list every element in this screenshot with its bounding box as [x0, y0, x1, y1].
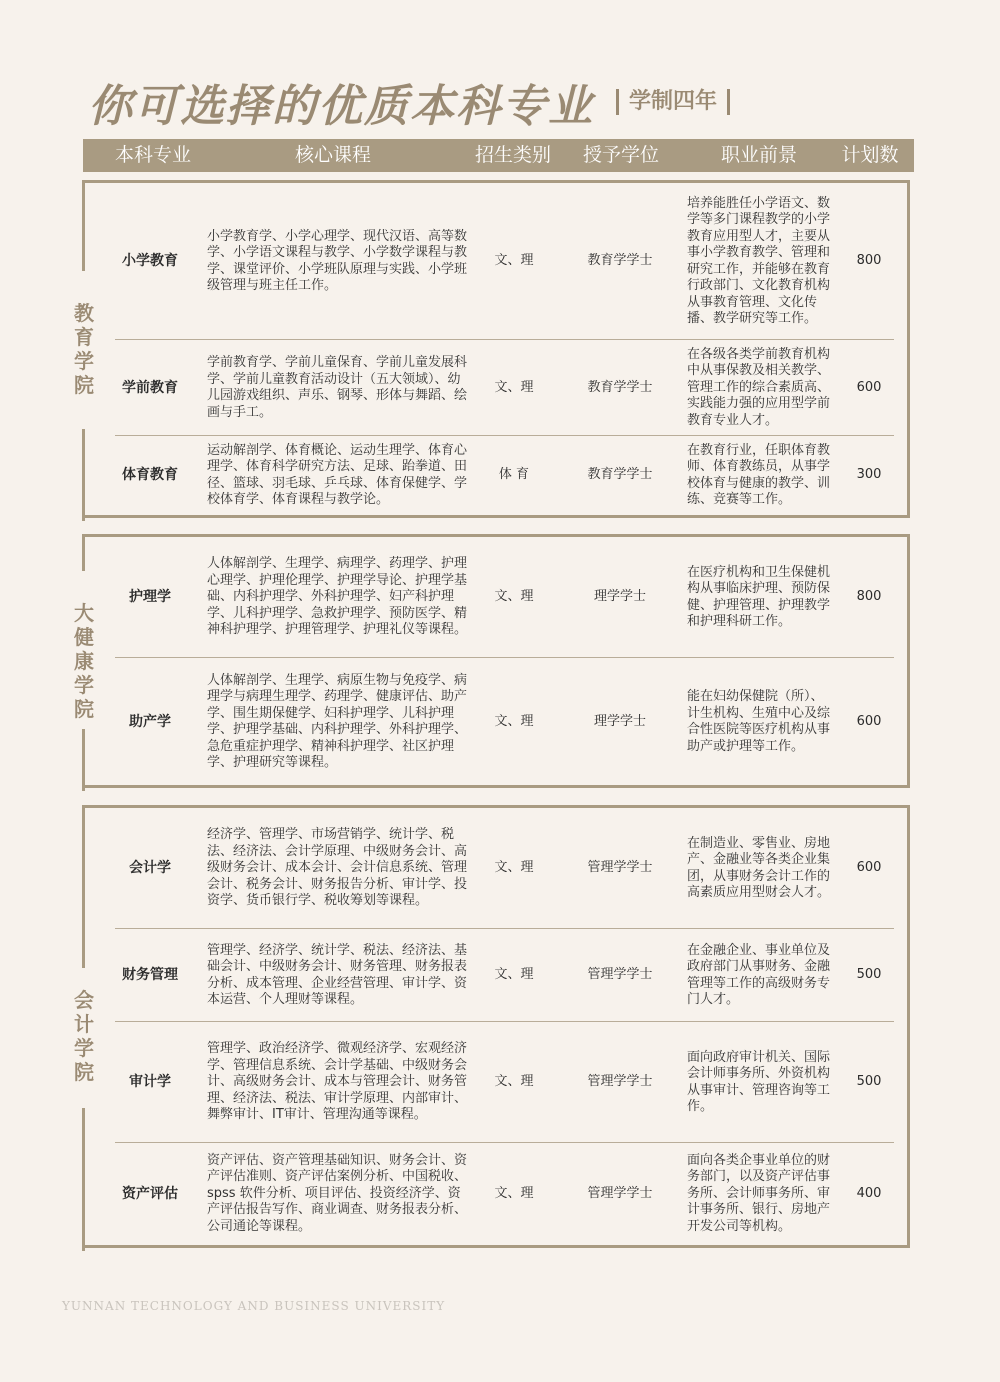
header-plan: 计划数: [841, 144, 899, 166]
table-row: [115, 1022, 894, 1143]
career-prospect: 面向各类企事业单位的财务部门，以及资产评估事务所、会计师事务所、审计事务所、银行、房地产开发公司等机构。: [687, 1152, 831, 1234]
degree: 管理学学士: [587, 1074, 653, 1090]
plan-count: 800: [856, 589, 882, 605]
table-row: [115, 436, 894, 515]
core-courses: 管理学、政治经济学、微观经济学、宏观经济学、管理信息系统、会计学基础、中级财务会计、高级财务会计、成本与管理会计、财务管理、经济法、税法、审计学原理、内部审计、舞弊审计、IT审计、管理沟通等课程。: [207, 1041, 468, 1123]
career-prospect: 面向政府审计机关、国际会计师事务所、外资机构从事审计、管理咨询等工作。: [687, 1049, 831, 1114]
core-courses: 运动解剖学、体育概论、运动生理学、体育心理学、体育科学研究方法、足球、跆拳道、田径、篮球、羽毛球、乒乓球、体育保健学、学校体育学、体育课程与教学论。: [207, 442, 468, 507]
career-prospect: 在制造业、零售业、房地产、金融业等各类企业集团，从事财务会计工作的高素质应用型财会人才。: [687, 835, 831, 900]
career-prospect: 能在妇幼保健院（所）、计生机构、生殖中心及综合性医院等医疗机构从事助产或护理等工作。: [687, 689, 831, 754]
core-courses: 学前教育学、学前儿童保育、学前儿童发展科学、学前儿童教育活动设计（五大领域）、幼儿园游戏组织、声乐、钢琴、形体与舞蹈、绘画与手工。: [207, 355, 468, 420]
table-row: [115, 929, 894, 1022]
page-subtitle: 学制四年: [616, 89, 730, 115]
college-section-accounting: [74, 805, 910, 1248]
core-courses: 管理学、经济学、统计学、税法、经济法、基础会计、中级财务会计、财务管理、财务报表分析、成本管理、企业经营管理、审计学、资本运营、个人理财等课程。: [207, 942, 468, 1007]
table-row: [115, 537, 894, 658]
degree: 管理学学士: [587, 860, 653, 876]
degree: 理学学士: [593, 713, 646, 729]
major-name: 体育教育: [122, 467, 178, 484]
degree: 教育学学士: [587, 467, 653, 483]
table-row: [115, 1143, 894, 1245]
plan-count: 600: [856, 860, 882, 876]
header-type: 招生类别: [474, 144, 551, 166]
major-name: 助产学: [129, 713, 171, 730]
core-courses: 经济学、管理学、市场营销学、统计学、税法、经济法、会计学原理、中级财务会计、高级财务会计、成本会计、会计信息系统、管理会计、税务会计、财务报告分析、审计学、投资学、货币银行学、税收筹划等课程。: [207, 827, 468, 909]
university-footer: YUNNAN TECHNOLOGY AND BUSINESS UNIVERSITY: [62, 1299, 446, 1313]
plan-count: 300: [856, 467, 882, 483]
core-courses: 资产评估、资产管理基础知识、财务会计、资产评估准则、资产评估案例分析、中国税收、spss 软件分析、项目评估、投资经济学、资产评估报告写作、商业调查、财务报表分析、公司通论等课程。: [207, 1152, 468, 1234]
college-name: 教育学院: [74, 301, 94, 397]
career-prospect: 在教育行业，任职体育教师、体育教练员，从事学校体育与健康的教学、训练、竞赛等工作。: [687, 442, 831, 507]
core-courses: 小学教育学、小学心理学、现代汉语、高等数学、小学语文课程与教学、小学数学课程与教学、课堂评价、小学班队原理与实践、小学班级管理与班主任工作。: [207, 228, 468, 293]
degree: 理学学士: [593, 589, 646, 605]
degree: 教育学学士: [587, 253, 653, 269]
table-row: [115, 808, 894, 929]
major-name: 会计学: [129, 860, 171, 877]
plan-count: 500: [856, 1074, 882, 1090]
major-name: 财务管理: [122, 967, 178, 984]
career-prospect: 在医疗机构和卫生保健机构从事临床护理、预防保健、护理管理、护理教学和护理科研工作。: [687, 564, 831, 629]
core-courses: 人体解剖学、生理学、病原生物与免疫学、病理学与病理生理学、药理学、健康评估、助产学、围生期保健学、妇科护理学、儿科护理学、护理学基础、内科护理学、外科护理学、急危重症护理学、精神科护理学、社区护理学、护理研究等课程。: [207, 672, 468, 770]
college-name: 大健康学院: [74, 601, 94, 721]
header-courses: 核心课程: [294, 144, 371, 166]
major-name: 资产评估: [122, 1185, 178, 1202]
header-major: 本科专业: [114, 144, 191, 166]
table-row: [115, 340, 894, 436]
plan-count: 400: [856, 1185, 882, 1201]
admission-type: 文、理: [494, 379, 534, 395]
plan-count: 600: [856, 379, 882, 395]
major-name: 护理学: [129, 589, 171, 606]
table-header: [83, 139, 914, 172]
major-name: 审计学: [129, 1074, 171, 1091]
core-courses: 人体解剖学、生理学、病理学、药理学、护理心理学、护理伦理学、护理学导论、护理学基础、内科护理学、外科护理学、妇产科护理学、儿科护理学、急救护理学、预防医学、精神科护理学、护理管理学、护理礼仪等课程。: [207, 556, 468, 638]
career-prospect: 在金融企业、事业单位及政府部门从事财务、金融管理等工作的高级财务专门人才。: [687, 942, 831, 1007]
admission-type: 文、理: [494, 253, 534, 269]
degree: 管理学学士: [587, 967, 653, 983]
career-prospect: 培养能胜任小学语文、数学等多门课程教学的小学教育应用型人才，主要从事小学教育教学、管理和研究工作，并能够在教育行政部门、文化教育机构从事教育管理、文化传播、教学研究等工作。: [687, 195, 831, 326]
admission-type: 文、理: [494, 1074, 534, 1090]
admission-type: 体 育: [498, 467, 530, 483]
page-title-group: [88, 72, 730, 132]
admission-type: 文、理: [494, 589, 534, 605]
college-section-education: [74, 180, 910, 518]
header-degree: 授予学位: [582, 144, 659, 166]
degree: 管理学学士: [587, 1185, 653, 1201]
career-prospect: 在各级各类学前教育机构中从事保教及相关教学、管理工作的综合素质高、实践能力强的应用型学前教育专业人才。: [687, 346, 831, 428]
plan-count: 500: [856, 967, 882, 983]
major-name: 小学教育: [122, 253, 178, 270]
college-section-health: [74, 534, 910, 788]
admission-type: 文、理: [494, 1185, 534, 1201]
admission-type: 文、理: [494, 967, 534, 983]
college-name: 会计学院: [74, 988, 94, 1084]
major-name: 学前教育: [122, 379, 178, 396]
page-title: 你可选择的优质本科专业: [88, 81, 594, 132]
table-row: [115, 658, 894, 786]
plan-count: 800: [856, 253, 882, 269]
header-career: 职业前景: [720, 144, 797, 166]
admission-type: 文、理: [494, 713, 534, 729]
plan-count: 600: [856, 713, 882, 729]
table-row: [115, 183, 894, 340]
degree: 教育学学士: [587, 379, 653, 395]
admission-type: 文、理: [494, 860, 534, 876]
